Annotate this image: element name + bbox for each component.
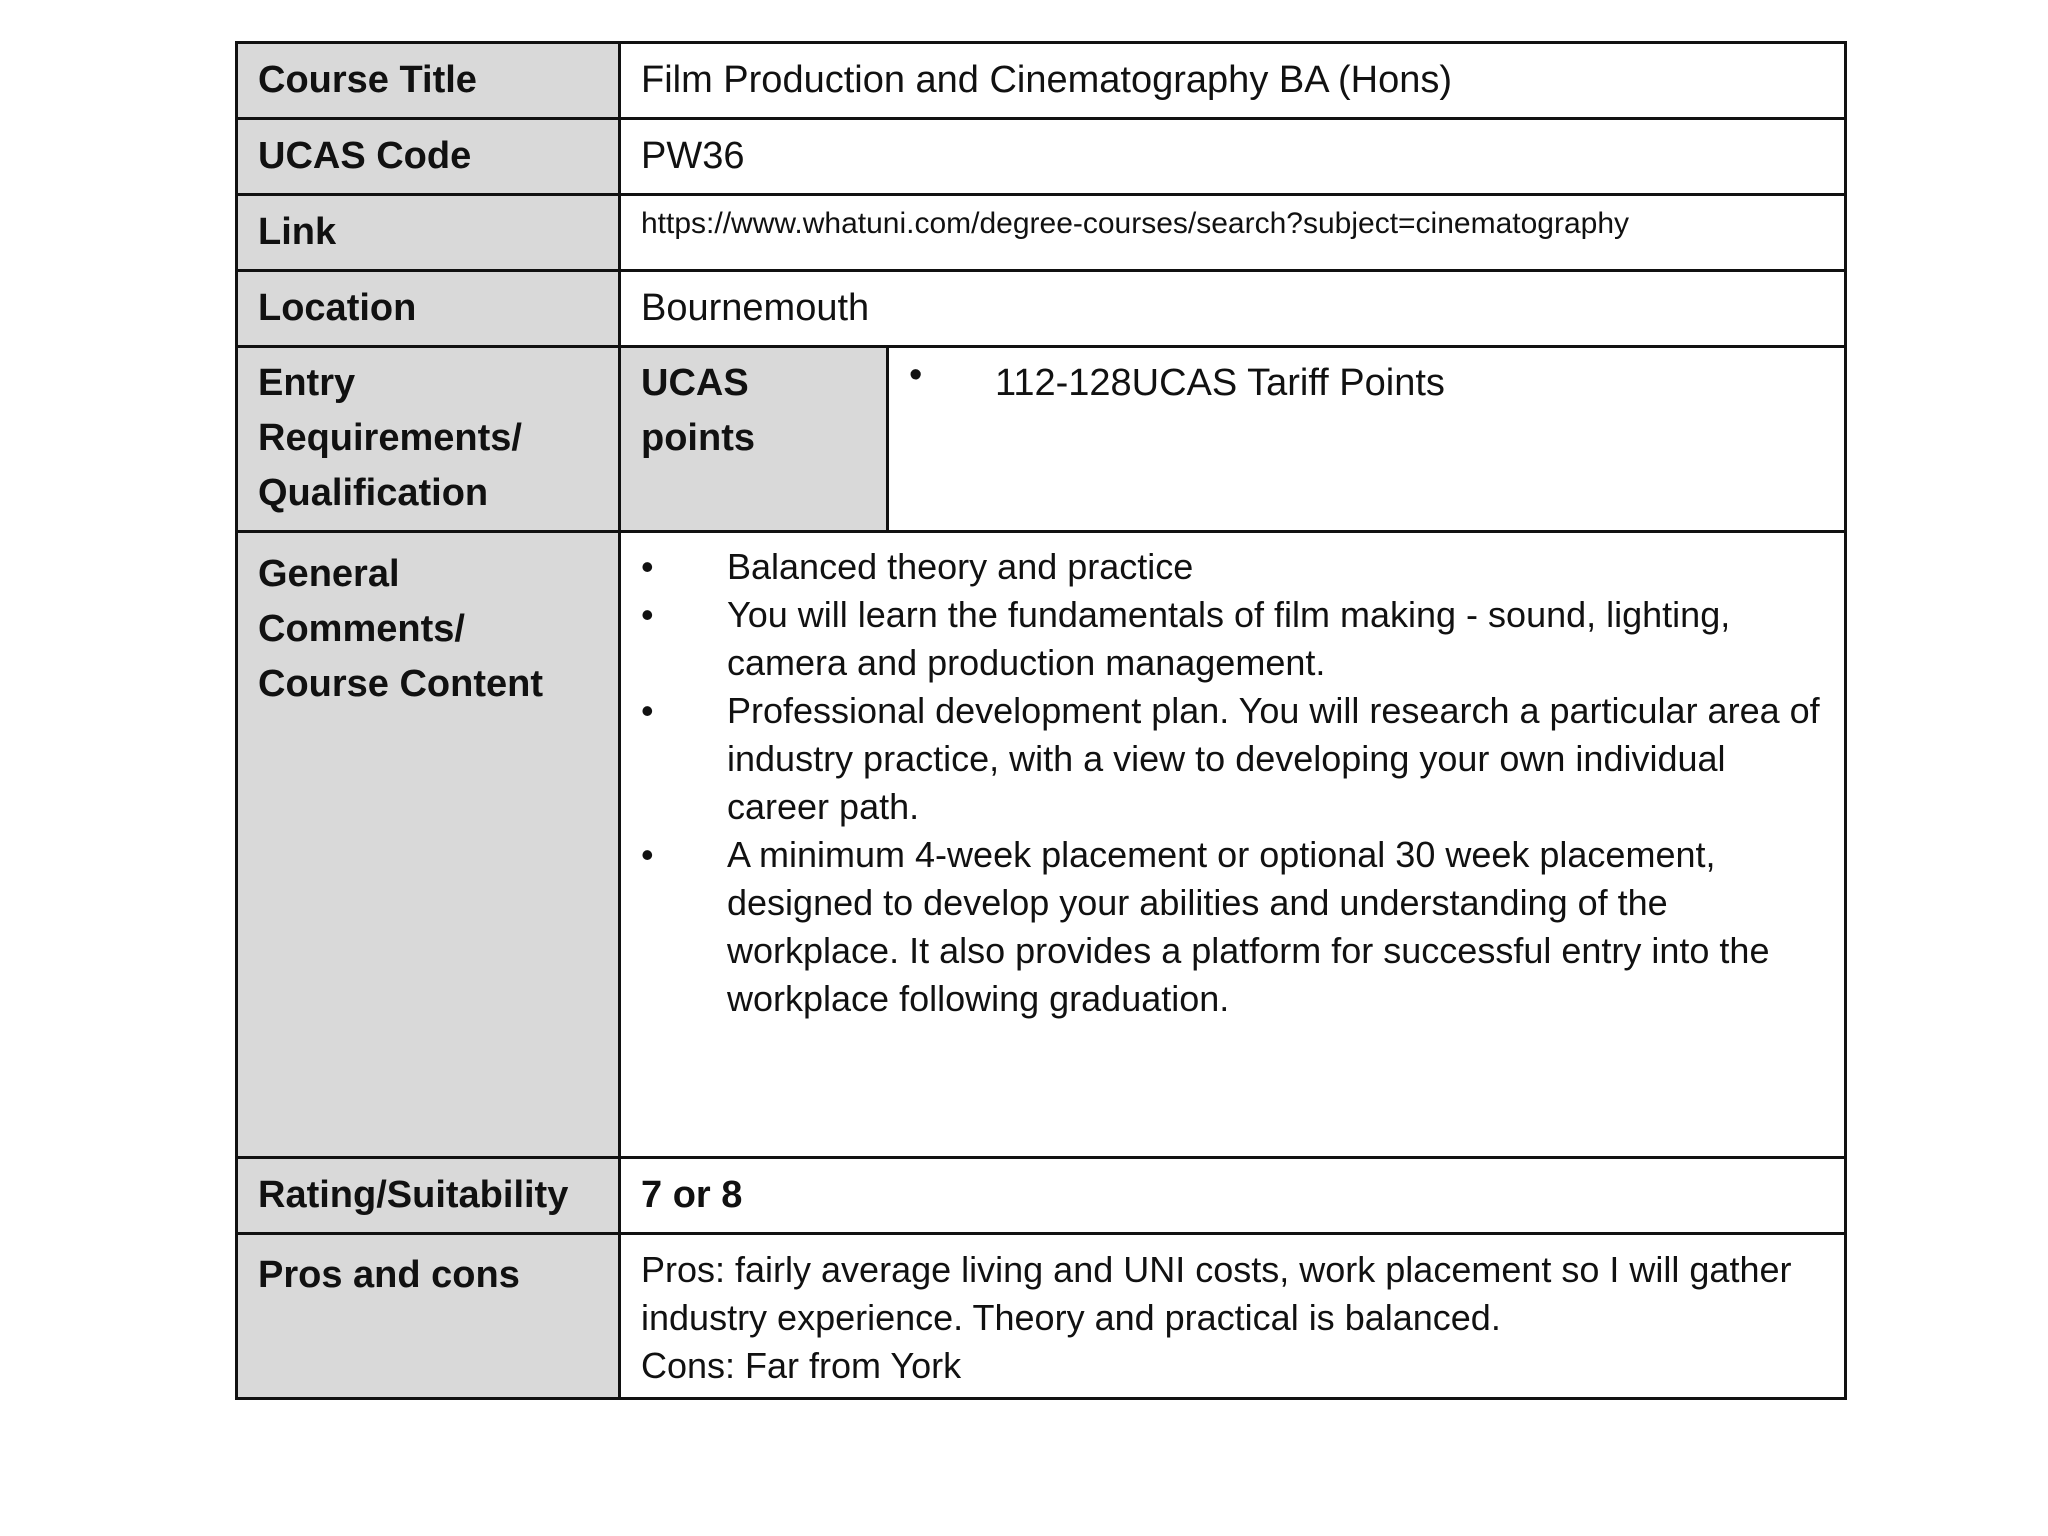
ucas-points-label-line: UCAS [641, 362, 749, 404]
list-item [641, 543, 1824, 591]
pros-cons-row [237, 1234, 1846, 1399]
pros-cons-label-cell [237, 1234, 620, 1399]
course-title-row [237, 43, 1846, 119]
list-item-line: You will learn the fundamentals of film making - sound, lighting, [727, 594, 1731, 635]
list-item-line: Balanced theory and practice [727, 546, 1194, 587]
pros-cons-label: Pros and cons [258, 1254, 520, 1296]
ucas-points-value-cell [888, 347, 1846, 532]
bullet-icon: • [641, 690, 654, 731]
link-value-cell [620, 195, 1846, 271]
list-item-line: designed to develop your abilities and understanding of the [727, 882, 1668, 923]
ucas-code-label: UCAS Code [258, 135, 472, 177]
course-title-value: Film Production and Cinematography BA (Hons) [641, 59, 1453, 101]
pros-cons-text [641, 1235, 1824, 1390]
course-link[interactable]: https://www.whatuni.com/degree-courses/search?subject=cinematography [641, 207, 1630, 240]
list-item-line: camera and production management. [727, 642, 1326, 683]
course-info-table [235, 41, 1847, 1400]
course-content-list [641, 533, 1824, 1023]
general-comments-label [258, 533, 598, 712]
list-item-line: career path. [727, 786, 920, 827]
ucas-code-label-cell [237, 119, 620, 195]
location-value-cell [620, 271, 1846, 347]
entry-requirements-label-line: Qualification [258, 472, 489, 514]
list-item-line: industry practice, with a view to developing your own individual [727, 738, 1726, 779]
general-comments-label-line: General [258, 553, 400, 595]
bullet-icon: • [641, 834, 654, 875]
course-title-label: Course Title [258, 59, 477, 101]
rating-label: Rating/Suitability [258, 1174, 569, 1216]
rating-value: 7 or 8 [641, 1174, 743, 1216]
list-item-line: Professional development plan. You will research a particular area of [727, 690, 1820, 731]
rating-label-cell [237, 1158, 620, 1234]
bullet-icon: • [909, 354, 923, 396]
entry-requirements-label-line: Requirements/ [258, 417, 522, 459]
list-item [641, 591, 1824, 687]
pros-line: industry experience. Theory and practical is balanced. [641, 1297, 1501, 1338]
list-item-line: workplace. It also provides a platform for successful entry into the [727, 930, 1770, 971]
entry-requirements-label-line: Entry [258, 362, 356, 404]
link-label: Link [258, 211, 337, 253]
ucas-code-value: PW36 [641, 135, 745, 177]
general-comments-label-line: Comments/ [258, 608, 465, 650]
entry-requirements-label-cell [237, 347, 620, 532]
ucas-code-value-cell [620, 119, 1846, 195]
entry-requirements-label [258, 348, 598, 521]
rating-value-cell [620, 1158, 1846, 1234]
ucas-points-label-line: points [641, 417, 755, 459]
general-comments-value-cell [620, 532, 1846, 1158]
ucas-code-row [237, 119, 1846, 195]
pros-cons-value-cell [620, 1234, 1846, 1399]
ucas-points-item [909, 348, 1824, 411]
link-label-cell [237, 195, 620, 271]
rating-row [237, 1158, 1846, 1234]
ucas-points-label [641, 348, 866, 466]
list-item-line: A minimum 4-week placement or optional 30 week placement, [727, 834, 1716, 875]
entry-requirements-row [237, 347, 1846, 532]
bullet-icon: • [641, 594, 654, 635]
ucas-points-label-cell [620, 347, 888, 532]
list-item [641, 831, 1824, 1023]
location-row [237, 271, 1846, 347]
ucas-points-value: 112-128UCAS Tariff Points [995, 362, 1445, 404]
course-title-label-cell [237, 43, 620, 119]
cons-line: Cons: Far from York [641, 1345, 962, 1386]
link-row [237, 195, 1846, 271]
general-comments-label-cell [237, 532, 620, 1158]
location-value: Bournemouth [641, 287, 870, 329]
location-label-cell [237, 271, 620, 347]
list-item-line: workplace following graduation. [727, 978, 1230, 1019]
pros-line: Pros: fairly average living and UNI costs, work placement so I will gather [641, 1249, 1792, 1290]
bullet-icon: • [641, 546, 654, 587]
general-comments-row [237, 532, 1846, 1158]
general-comments-label-line: Course Content [258, 663, 543, 705]
course-title-value-cell [620, 43, 1846, 119]
location-label: Location [258, 287, 417, 329]
list-item [641, 687, 1824, 831]
